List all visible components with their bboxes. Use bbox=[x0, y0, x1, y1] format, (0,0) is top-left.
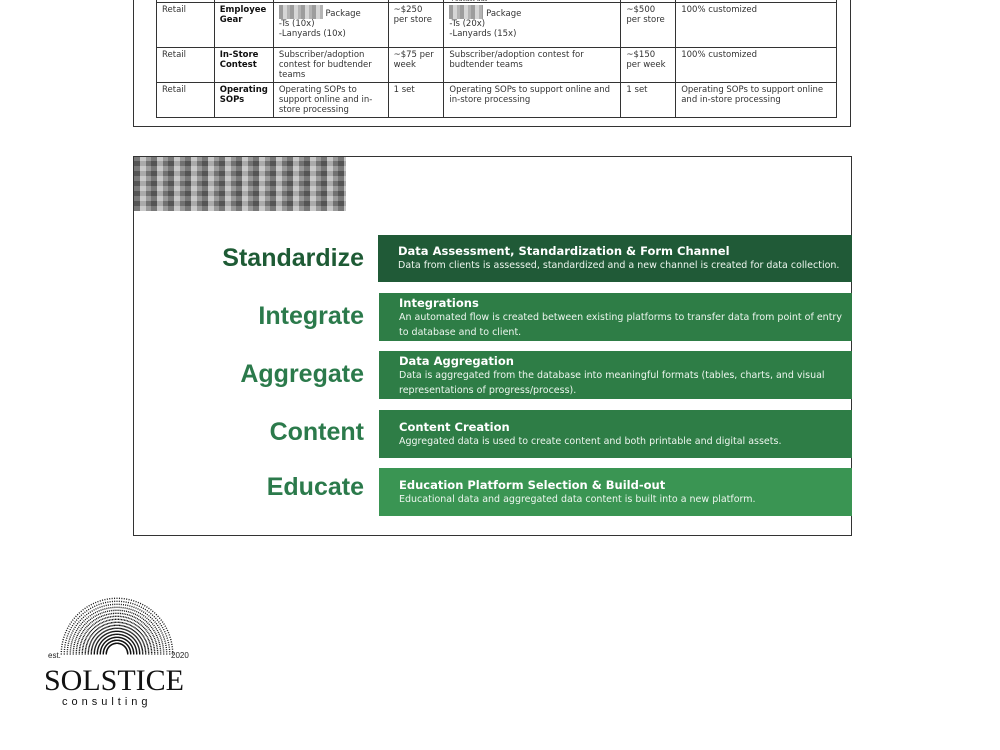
sunburst-ray bbox=[82, 608, 111, 646]
cell-line: Package bbox=[325, 9, 361, 19]
table-row bbox=[157, 48, 837, 83]
step-word-educate: Educate bbox=[266, 473, 364, 501]
sunburst-ray bbox=[118, 596, 124, 644]
price-cell: ~$75 per week bbox=[388, 48, 444, 83]
sunburst-ray bbox=[124, 611, 156, 646]
sunburst-ray bbox=[71, 619, 109, 648]
est-label: est. bbox=[48, 651, 61, 660]
brand-name: SOLSTICE bbox=[44, 664, 185, 697]
table-cell: 100% customized bbox=[676, 48, 837, 83]
sunburst-ray bbox=[76, 613, 110, 647]
segment-cell: Retail bbox=[157, 83, 215, 118]
step-word-aggregate: Aggregate bbox=[240, 360, 364, 388]
sunburst-ray bbox=[74, 615, 109, 647]
step-title: Data Aggregation bbox=[399, 354, 514, 368]
redacted-image bbox=[449, 5, 483, 19]
table-cell: Subscriber/adoption contest for budtender teams bbox=[273, 48, 388, 83]
table-cell: Operating SOPs to support online and in-store processing bbox=[444, 83, 621, 118]
sunburst-ray bbox=[78, 611, 110, 646]
step-description: An automated flow is created between existing platforms to transfer data from point of entry to database and to client. bbox=[399, 312, 842, 338]
step-title: Education Platform Selection & Build-out bbox=[399, 478, 666, 492]
item-cell: Employee Gear bbox=[214, 3, 273, 48]
brand-subtitle: consulting bbox=[62, 696, 152, 708]
price-cell: ~$250 per store bbox=[388, 3, 444, 48]
sunburst-ray bbox=[124, 615, 159, 647]
sunburst-ray bbox=[109, 596, 115, 644]
cell-line: -Ts (10x) bbox=[278, 19, 315, 29]
price-cell: ~$500 per store bbox=[621, 3, 676, 48]
table-cell: Operating SOPs to support online and in-store processing bbox=[273, 83, 388, 118]
redacted-image bbox=[279, 5, 323, 19]
table-cell bbox=[444, 3, 621, 48]
redacted-logo bbox=[134, 157, 346, 211]
step-title: Content Creation bbox=[399, 420, 510, 434]
segment-cell: Retail bbox=[157, 3, 215, 48]
process-panel bbox=[133, 156, 852, 536]
step-word-integrate: Integrate bbox=[258, 302, 364, 330]
segment-cell: Retail bbox=[157, 48, 215, 83]
table-cell: Operating SOPs to support online and in-store processing bbox=[676, 83, 837, 118]
cell-line: -Lanyards (10x) bbox=[278, 29, 346, 39]
year-label: 2020 bbox=[171, 651, 189, 660]
step-word-content: Content bbox=[269, 418, 364, 446]
step-word-standardize: Standardize bbox=[222, 244, 364, 272]
step-description: Data from clients is assessed, standardized and a new channel is created for data collection. bbox=[398, 260, 840, 271]
step-box-integrate bbox=[379, 293, 852, 341]
step-box-content bbox=[379, 410, 852, 458]
table-cell: 100% customized bbox=[676, 3, 837, 48]
cell-line: -Ts (20x) bbox=[449, 19, 486, 29]
step-title: Data Assessment, Standardization & Form Channel bbox=[398, 244, 730, 258]
price-cell: ~$150 per week bbox=[621, 48, 676, 83]
table-row bbox=[157, 83, 837, 118]
step-title: Integrations bbox=[399, 296, 479, 310]
step-description: Data is aggregated from the database into meaningful formats (tables, charts, and visual representations of progress/process). bbox=[399, 370, 825, 396]
step-description: Educational data and aggregated data content is built into a new platform. bbox=[399, 494, 756, 505]
pricing-table-frame bbox=[133, 0, 851, 127]
step-box-educate bbox=[379, 468, 852, 516]
sunburst-ray bbox=[123, 608, 152, 646]
item-cell: In-Store Contest bbox=[214, 48, 273, 83]
sunburst-ray bbox=[59, 646, 107, 652]
step-box-aggregate bbox=[379, 351, 852, 399]
sunburst-ray bbox=[127, 646, 175, 652]
price-cell: 1 set bbox=[388, 83, 444, 118]
sunburst-ray bbox=[124, 613, 158, 647]
step-description: Aggregated data is used to create content and both printable and digital assets. bbox=[399, 436, 782, 447]
table-row bbox=[157, 3, 837, 48]
step-box-standardize bbox=[378, 235, 852, 282]
pricing-table bbox=[156, 0, 837, 118]
cell-line: Package bbox=[486, 9, 522, 19]
table-cell: Subscriber/adoption contest for budtender teams bbox=[444, 48, 621, 83]
price-cell: 1 set bbox=[621, 83, 676, 118]
cell-line: -Lanyards (15x) bbox=[449, 29, 517, 39]
table-cell bbox=[273, 3, 388, 48]
item-cell: Operating SOPs bbox=[214, 83, 273, 118]
sunburst-ray bbox=[125, 619, 163, 648]
